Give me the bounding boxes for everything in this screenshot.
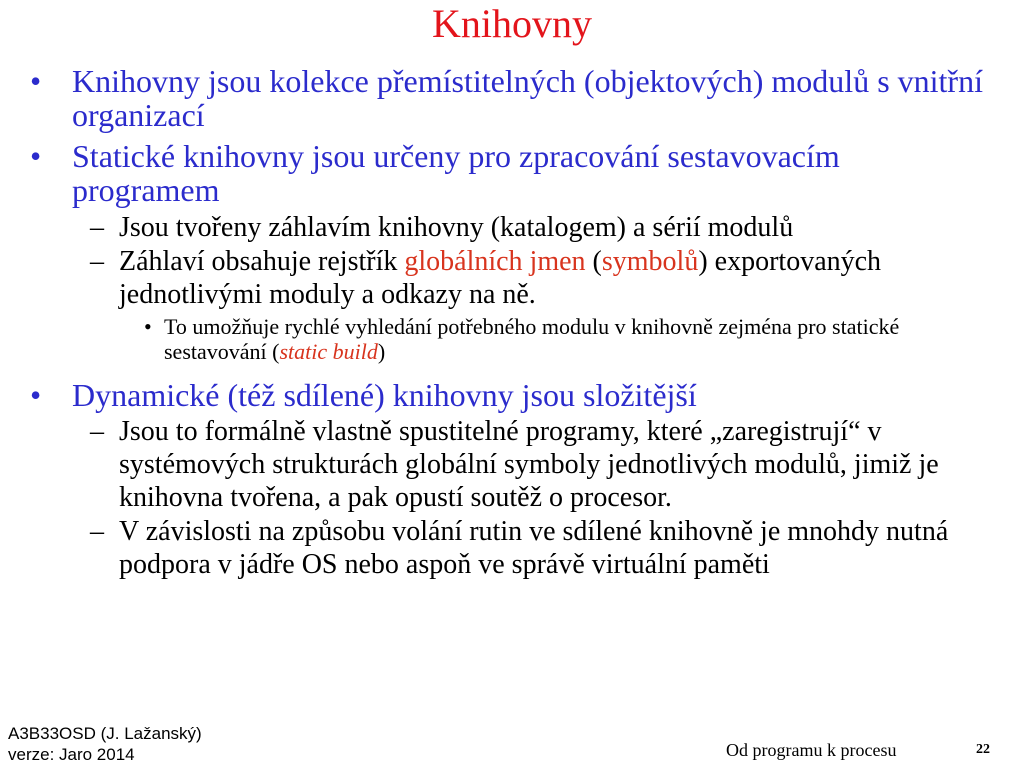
- bullet-marker: •: [30, 377, 42, 413]
- subbullet-header-index: [0, 245, 1024, 311]
- subbullet-text: Jsou to formálně vlastně spustitelné programy, které „zaregistrují“ v systémových strukturách globální symboly jednotlivých modulů, jimiž je knihovna tvořena, a pak opustí soutěž o procesor.: [119, 416, 939, 513]
- subbullet-os-support: [0, 515, 1024, 581]
- dash-marker: –: [90, 212, 104, 243]
- bullet-marker: •: [30, 138, 42, 174]
- subbullet-executable-programs: [0, 415, 1024, 514]
- highlight-symbols: symbolů: [601, 246, 699, 277]
- subbullet-text: [119, 245, 984, 311]
- bullet-marker: •: [144, 314, 152, 339]
- footer-course-info: [8, 723, 202, 765]
- bullet-text: Statické knihovny jsou určeny pro zpracování sestavovacím programem: [72, 138, 840, 208]
- bullet-text: Knihovny jsou kolekce přemístitelných (objektových) modulů s vnitřní organizací: [72, 63, 983, 133]
- footer-version: verze: Jaro 2014: [8, 745, 135, 764]
- bullet-marker: •: [30, 63, 42, 99]
- bullet-text: Dynamické (též sdílené) knihovny jsou složitější: [72, 377, 697, 413]
- subbullet-library-structure: [0, 211, 1024, 244]
- subsubbullet-fast-lookup: [0, 314, 1024, 364]
- slide-title: Knihovny: [432, 1, 592, 46]
- dash-marker: –: [90, 246, 104, 277]
- bullet-static-libraries: [0, 139, 1024, 207]
- highlight-global-names: globálních jmen: [404, 246, 586, 277]
- footer-section-title: Od programu k procesu: [726, 740, 897, 760]
- subbullet-text: Jsou tvořeny záhlavím knihovny (katalogem) a sérií modulů: [119, 212, 794, 243]
- bullet-dynamic-libraries: [0, 378, 1024, 412]
- bullet-libraries-definition: [0, 64, 1024, 132]
- text-segment: ): [377, 339, 386, 364]
- footer-course: A3B33OSD (J. Lažanský): [8, 724, 202, 743]
- dash-marker: –: [90, 416, 104, 447]
- text-segment: To umožňuje rychlé vyhledání potřebného modulu v knihovně zejména pro statické sestavování (: [164, 314, 900, 364]
- page-number: 22: [976, 742, 990, 757]
- text-segment: ) exportovaných jednotlivými moduly a odkazy na ně.: [119, 246, 882, 310]
- slide-body: [0, 64, 1024, 581]
- subbullet-text: V závislosti na způsobu volání rutin ve sdílené knihovně je mnohdy nutná podpora v jádře OS nebo aspoň ve správě virtuální paměti: [119, 516, 949, 580]
- text-segment: Záhlaví obsahuje rejstřík: [119, 246, 405, 277]
- highlight-static-build: static build: [279, 339, 378, 364]
- dash-marker: –: [90, 516, 104, 547]
- text-segment: (: [585, 246, 602, 277]
- subsubbullet-text: [164, 314, 984, 364]
